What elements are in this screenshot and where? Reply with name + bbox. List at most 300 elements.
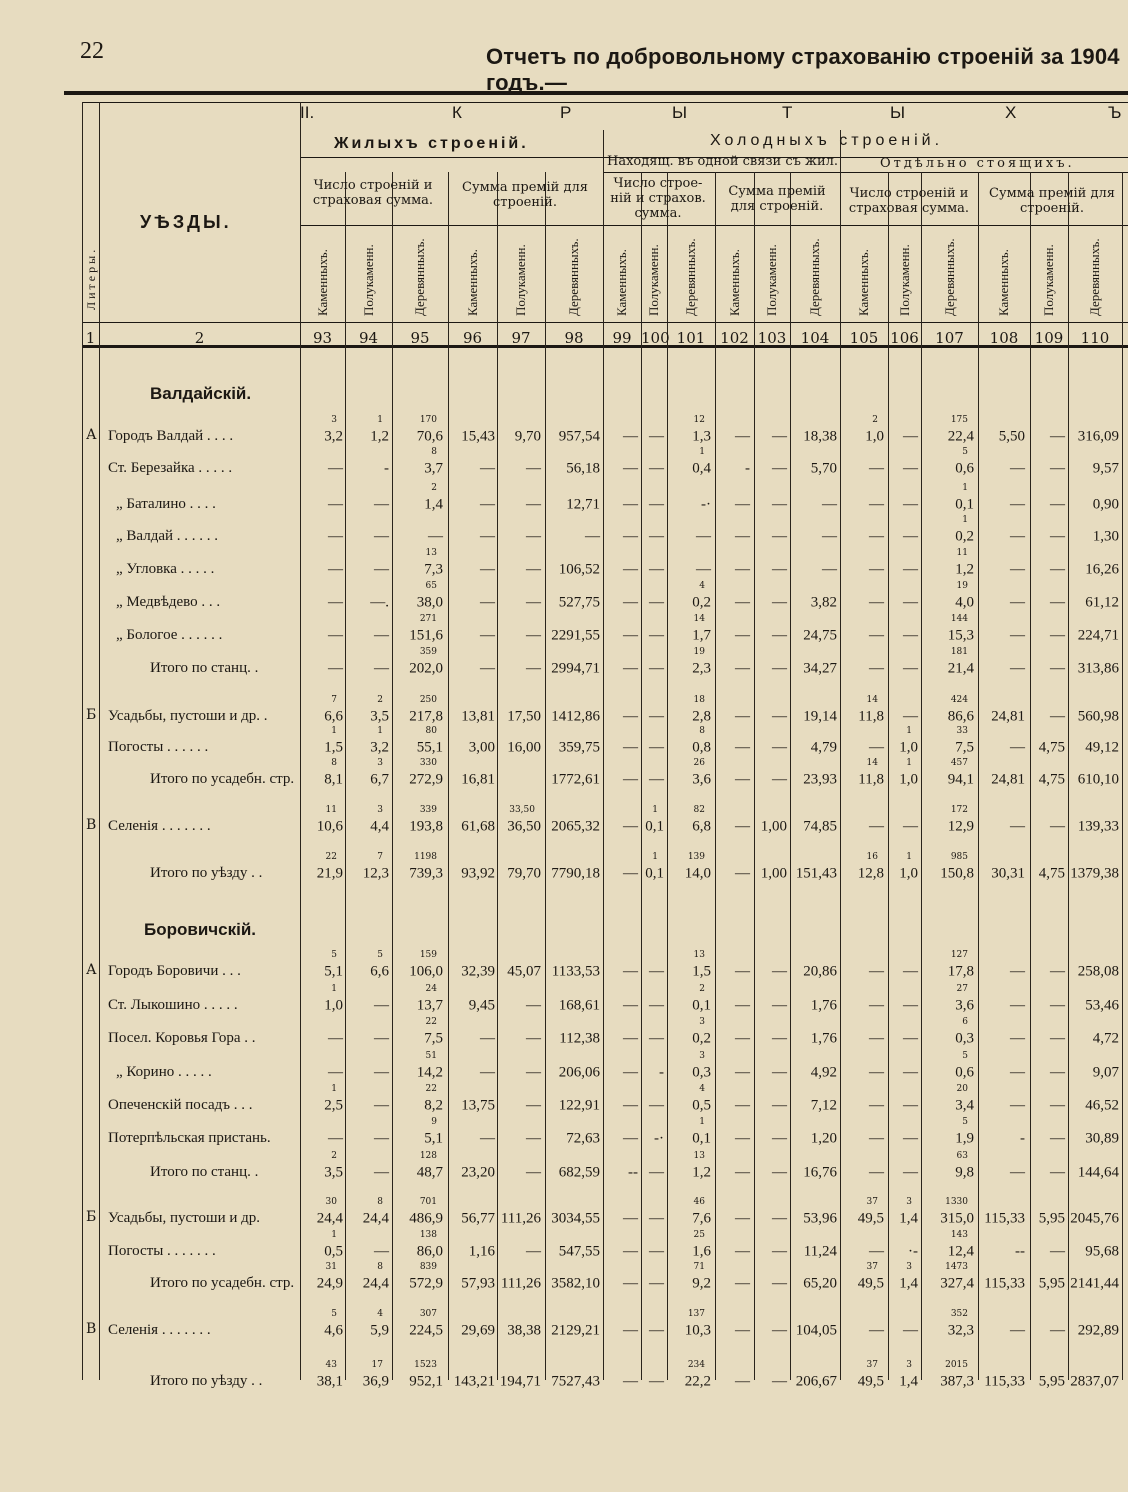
- column-number: 100: [641, 329, 670, 347]
- cell-value: —: [1010, 1097, 1025, 1114]
- cell-value: 2045,76: [1070, 1210, 1119, 1227]
- cell-value: 0,5: [692, 1097, 711, 1114]
- cell-count: 5: [331, 1309, 337, 1319]
- header-uezdy: УѢЗДЫ.: [140, 212, 232, 232]
- cell-count: 37: [866, 1360, 878, 1370]
- cell-value: 3,00: [468, 739, 495, 756]
- cell-value: 1,4: [899, 1373, 918, 1390]
- cell-value: —: [480, 627, 495, 644]
- cell-value: —: [623, 739, 638, 756]
- cell-value: 72,63: [566, 1130, 600, 1147]
- cell-value: —: [772, 496, 787, 513]
- cell-count: 33,50: [509, 805, 535, 815]
- cell-value: 194,71: [499, 1373, 541, 1390]
- column-number: 102: [720, 329, 749, 347]
- cell-value: —: [869, 528, 884, 545]
- cell-count: 22: [325, 852, 337, 862]
- column-heading-derev: Деревянныхъ.: [807, 238, 822, 316]
- cell-count: 5: [377, 950, 383, 960]
- cell-value: —: [735, 1130, 750, 1147]
- cell-value: —: [374, 496, 389, 513]
- cell-value: 30,89: [1085, 1130, 1119, 1147]
- cell-value: 547,55: [558, 1243, 600, 1260]
- cell-value: —: [1050, 561, 1065, 578]
- cell-value: 49,5: [857, 1275, 884, 1292]
- cell-value: —: [772, 1130, 787, 1147]
- cell-value: —: [869, 818, 884, 835]
- cell-value: 2291,55: [551, 627, 600, 644]
- cell-value: 327,4: [940, 1275, 974, 1292]
- cell-value: —: [649, 561, 664, 578]
- cell-value: 74,85: [803, 818, 837, 835]
- column-heading-derev: Деревянныхъ.: [683, 238, 698, 316]
- row-label: Усадьбы, пустоши и др.: [108, 1210, 261, 1226]
- cell-value: 70,6: [416, 428, 443, 445]
- cell-count: 2: [331, 1151, 337, 1161]
- cell-value: 1772,61: [551, 771, 600, 788]
- cell-value: —: [735, 1030, 750, 1047]
- cell-value: —: [623, 594, 638, 611]
- cell-value: 111,26: [500, 1210, 541, 1227]
- cell-value: —: [649, 1275, 664, 1292]
- cell-value: —: [649, 708, 664, 725]
- cell-count: 3: [377, 805, 383, 815]
- cell-value: 272,9: [409, 771, 443, 788]
- cell-value: 7527,43: [551, 1373, 600, 1390]
- cell-value: 12,8: [857, 865, 884, 882]
- cell-value: 79,70: [507, 865, 541, 882]
- col-divider: [448, 172, 449, 1380]
- cell-value: 45,07: [507, 963, 541, 980]
- cell-value: —: [480, 460, 495, 477]
- cell-value: —: [1010, 739, 1025, 756]
- cell-count: 1: [906, 852, 912, 862]
- cell-value: 6,6: [324, 708, 343, 725]
- cell-value: 3,6: [955, 997, 974, 1014]
- cell-value: 1,4: [899, 1210, 918, 1227]
- cell-value: —: [623, 1322, 638, 1339]
- cell-value: 15,3: [947, 627, 974, 644]
- colno-rule: [82, 322, 1128, 323]
- thin-rule-1: [82, 102, 1128, 103]
- cell-value: 1,4: [424, 496, 443, 513]
- cell-count: 8: [331, 758, 337, 768]
- cell-value: 10,6: [316, 818, 343, 835]
- cell-value: 4,75: [1038, 739, 1065, 756]
- header-summa-1: Сумма премій для строеній.: [462, 180, 588, 210]
- cell-value: 1,0: [865, 428, 884, 445]
- cell-value: —: [649, 963, 664, 980]
- cell-value: —: [328, 1130, 343, 1147]
- cell-value: —: [1010, 496, 1025, 513]
- cell-value: 24,81: [991, 771, 1025, 788]
- cell-value: —: [772, 1097, 787, 1114]
- cell-value: 32,39: [461, 963, 495, 980]
- cell-count: 24: [425, 984, 437, 994]
- row-litera: А: [86, 427, 97, 443]
- cell-value: 957,54: [558, 428, 600, 445]
- cell-value: 217,8: [409, 708, 443, 725]
- cell-value: —: [649, 528, 664, 545]
- cell-count: 339: [419, 805, 437, 815]
- cell-count: 9: [431, 1117, 437, 1127]
- cell-value: —: [735, 865, 750, 882]
- cell-count: 1: [962, 515, 968, 525]
- cell-count: 14: [866, 758, 878, 768]
- header-zhilykh: Жилыхъ строеній.: [334, 135, 529, 152]
- col-divider: [978, 172, 979, 1380]
- cell-value: 682,59: [558, 1164, 600, 1181]
- column-heading-polukamen: Полукаменн.: [896, 244, 912, 316]
- cell-value: 16,00: [507, 739, 541, 756]
- cell-value: -: [1020, 1130, 1025, 1147]
- row-litera: Б: [86, 1209, 97, 1225]
- cell-value: —: [1050, 818, 1065, 835]
- column-number: 110: [1080, 329, 1110, 347]
- cell-value: —: [869, 1030, 884, 1047]
- cell-value: 2,5: [324, 1097, 343, 1114]
- cell-value: 143,21: [453, 1373, 495, 1390]
- cell-value: 95,68: [1085, 1243, 1119, 1260]
- cell-count: 234: [687, 1360, 705, 1370]
- cell-value: 7,3: [424, 561, 443, 578]
- cell-value: —: [735, 963, 750, 980]
- cell-count: 5: [331, 950, 337, 960]
- header-kholodnykh: Холодныхъ строеній.: [710, 132, 944, 149]
- cell-value: 53,96: [803, 1210, 837, 1227]
- cell-value: 206,67: [795, 1373, 837, 1390]
- cell-value: 14,2: [416, 1064, 443, 1081]
- cell-value: —: [649, 1210, 664, 1227]
- cell-value: —: [903, 818, 918, 835]
- cell-count: 5: [962, 1051, 968, 1061]
- cell-value: 7,6: [692, 1210, 711, 1227]
- cell-count: 5: [962, 447, 968, 457]
- cell-value: 93,92: [461, 865, 495, 882]
- cell-value: 193,8: [409, 818, 443, 835]
- cell-value: —: [1050, 997, 1065, 1014]
- cell-count: 128: [419, 1151, 437, 1161]
- cell-value: —: [328, 1030, 343, 1047]
- cell-value: 258,08: [1077, 963, 1119, 980]
- cell-value: 5,95: [1038, 1373, 1065, 1390]
- cell-value: —: [526, 460, 541, 477]
- cell-count: 4: [377, 1309, 383, 1319]
- cell-value: 560,98: [1077, 708, 1119, 725]
- cell-value: —: [649, 1322, 664, 1339]
- cell-value: 1,0: [899, 865, 918, 882]
- cell-count: 1: [652, 805, 658, 815]
- cell-count: 13: [693, 950, 705, 960]
- cell-value: 0,1: [645, 865, 664, 882]
- cell-value: 224,71: [1077, 627, 1119, 644]
- cell-value: 111,26: [500, 1275, 541, 1292]
- cell-value: —: [1050, 1243, 1065, 1260]
- cell-value: —: [869, 660, 884, 677]
- cell-value: —: [480, 496, 495, 513]
- column-heading-kamen: Каменныхъ.: [614, 249, 629, 316]
- cell-value: —: [623, 1130, 638, 1147]
- cell-value: 38,0: [416, 594, 443, 611]
- cell-count: 424: [950, 695, 968, 705]
- row-label: Погосты . . . . . .: [108, 739, 209, 755]
- cell-count: 2: [699, 984, 705, 994]
- cell-value: —: [623, 1210, 638, 1227]
- cell-count: 8: [377, 1262, 383, 1272]
- column-number: 109: [1034, 329, 1064, 347]
- cell-value: --: [628, 1164, 638, 1181]
- cell-value: 10,3: [684, 1322, 711, 1339]
- cell-value: —: [623, 660, 638, 677]
- cell-value: 610,10: [1077, 771, 1119, 788]
- row-label: „ Корино . . . . .: [116, 1064, 212, 1080]
- column-number: 98: [564, 329, 584, 347]
- cell-count: 352: [950, 1309, 968, 1319]
- cell-value: —: [869, 1064, 884, 1081]
- cell-value: 1412,86: [551, 708, 600, 725]
- cell-value: 12,71: [566, 496, 600, 513]
- header-letter: Ы: [672, 103, 688, 122]
- cell-count: 1: [652, 852, 658, 862]
- cell-value: 17,50: [507, 708, 541, 725]
- cell-value: —: [526, 1243, 541, 1260]
- cell-value: 0,1: [692, 997, 711, 1014]
- column-heading-kamen: Каменныхъ.: [856, 249, 871, 316]
- cell-value: 106,52: [558, 561, 600, 578]
- cell-value: 9,70: [514, 428, 541, 445]
- row-litera: А: [86, 962, 97, 978]
- row-label: Селенія . . . . . . .: [108, 1322, 211, 1338]
- cell-value: 5,50: [998, 428, 1025, 445]
- cell-value: ·-: [908, 1243, 918, 1260]
- cell-value: 24,9: [316, 1275, 343, 1292]
- cell-count: 307: [419, 1309, 437, 1319]
- cell-value: 57,93: [461, 1275, 495, 1292]
- cell-value: —: [903, 1164, 918, 1181]
- cell-value: —: [903, 627, 918, 644]
- column-heading-derev: Деревянныхъ.: [1087, 238, 1102, 316]
- column-heading-polukamen: Полукаменн.: [513, 244, 528, 316]
- cell-value: 486,9: [409, 1210, 443, 1227]
- cell-value: 5,1: [324, 963, 343, 980]
- header-chislo-2: Число строе- ній и страхов. сумма.: [610, 176, 706, 221]
- cell-value: —: [374, 627, 389, 644]
- cell-value: —: [903, 1064, 918, 1081]
- cell-value: —: [374, 1097, 389, 1114]
- cell-value: 4,72: [1092, 1030, 1119, 1047]
- header-letter: Х: [1005, 103, 1017, 122]
- cell-value: 21,9: [316, 865, 343, 882]
- col-divider: [641, 172, 642, 1380]
- cell-value: 12,3: [362, 865, 389, 882]
- cell-value: 4,75: [1038, 771, 1065, 788]
- kholod-rule: [603, 172, 1128, 173]
- cell-value: 38,38: [507, 1322, 541, 1339]
- cell-value: —: [1010, 528, 1025, 545]
- header-summa-3: Сумма премій для строеній.: [989, 186, 1115, 216]
- cell-value: —: [735, 428, 750, 445]
- cell-value: —: [1050, 627, 1065, 644]
- cell-value: —: [903, 997, 918, 1014]
- cell-value: —: [623, 528, 638, 545]
- cell-value: 94,1: [947, 771, 974, 788]
- col-divider: [392, 172, 393, 1380]
- cell-count: 1: [377, 415, 383, 425]
- cell-value: —: [526, 594, 541, 611]
- cell-value: —: [1010, 460, 1025, 477]
- column-heading-polukamen: Полукаменн.: [764, 244, 779, 316]
- cell-value: —: [772, 771, 787, 788]
- header-ii: II.: [300, 103, 315, 122]
- cell-count: 19: [693, 647, 705, 657]
- cell-value: 22,2: [684, 1373, 711, 1390]
- cell-value: 9,2: [692, 1275, 711, 1292]
- cell-value: —: [1050, 594, 1065, 611]
- cell-value: —: [735, 594, 750, 611]
- header-summa-2: Сумма премій для строеній.: [728, 184, 826, 214]
- cell-value: 1,0: [899, 771, 918, 788]
- cell-value: —: [1010, 660, 1025, 677]
- cell-value: 1133,53: [551, 963, 600, 980]
- cell-value: 315,0: [940, 1210, 974, 1227]
- cell-value: 1,9: [955, 1130, 974, 1147]
- row-label: Селенія . . . . . . .: [108, 818, 211, 834]
- cell-value: 0,3: [692, 1064, 711, 1081]
- cell-count: 8: [699, 726, 705, 736]
- cell-value: —: [735, 1210, 750, 1227]
- cell-value: 12,9: [947, 818, 974, 835]
- cell-value: 3,4: [955, 1097, 974, 1114]
- cell-count: 359: [419, 647, 437, 657]
- section-title-valday: Валдайскій.: [150, 384, 252, 403]
- cell-value: —: [869, 594, 884, 611]
- cell-value: —: [649, 660, 664, 677]
- cell-value: 9,57: [1092, 460, 1119, 477]
- cell-value: —: [623, 708, 638, 725]
- cell-value: —: [480, 1064, 495, 1081]
- col-divider: [1068, 172, 1069, 1380]
- cell-value: —: [623, 865, 638, 882]
- cell-value: —: [374, 1130, 389, 1147]
- cell-value: 5,70: [810, 460, 837, 477]
- header-chislo-1: Число строеній и страховая сумма.: [312, 178, 434, 208]
- cell-value: —: [903, 460, 918, 477]
- cell-value: —: [869, 739, 884, 756]
- cell-value: —: [822, 561, 837, 578]
- cell-value: 1,76: [810, 997, 837, 1014]
- cell-value: —: [374, 561, 389, 578]
- cell-count: 1330: [945, 1197, 968, 1207]
- cell-value: —: [328, 1064, 343, 1081]
- cell-value: —: [1010, 1064, 1025, 1081]
- cell-value: —: [328, 496, 343, 513]
- cell-value: —: [623, 1373, 638, 1390]
- cell-value: —: [772, 627, 787, 644]
- cell-count: 139: [687, 852, 705, 862]
- cell-value: —: [869, 963, 884, 980]
- cell-value: —: [735, 1064, 750, 1081]
- column-number: 1: [85, 329, 96, 347]
- cell-value: —: [822, 528, 837, 545]
- cell-count: 82: [693, 805, 705, 815]
- cell-value: 224,5: [409, 1322, 443, 1339]
- cell-count: 4: [699, 1084, 705, 1094]
- cell-count: 1: [962, 483, 968, 493]
- cell-count: 6: [962, 1017, 968, 1027]
- cell-value: —: [772, 1275, 787, 1292]
- cell-value: 115,33: [984, 1373, 1025, 1390]
- column-heading-kamen: Каменныхъ.: [314, 249, 330, 316]
- cell-value: —: [1010, 818, 1025, 835]
- cell-value: 6,8: [692, 818, 711, 835]
- cell-value: 0,3: [955, 1030, 974, 1047]
- cell-count: 11: [956, 548, 968, 558]
- cell-value: —: [772, 1322, 787, 1339]
- cell-value: 1,4: [899, 1275, 918, 1292]
- cell-value: —: [480, 1030, 495, 1047]
- cell-value: 5,1: [424, 1130, 443, 1147]
- cell-value: —: [735, 1243, 750, 1260]
- cell-count: 839: [419, 1262, 437, 1272]
- cell-value: 11,8: [858, 708, 884, 725]
- cell-value: 14,0: [684, 865, 711, 882]
- cell-value: 0,2: [692, 1030, 711, 1047]
- cell-value: —: [869, 627, 884, 644]
- cell-value: —: [735, 739, 750, 756]
- cell-value: 24,4: [362, 1275, 389, 1292]
- cell-value: —: [1050, 1130, 1065, 1147]
- cell-value: —: [772, 1064, 787, 1081]
- cell-value: —: [480, 561, 495, 578]
- cell-count: 19: [956, 581, 968, 591]
- cell-count: 330: [419, 758, 437, 768]
- column-number: 104: [800, 329, 830, 347]
- cell-count: 3: [906, 1262, 912, 1272]
- row-label: Погосты . . . . . . .: [108, 1243, 216, 1259]
- cell-value: 21,4: [947, 660, 974, 677]
- cell-value: 9,8: [955, 1164, 974, 1181]
- cell-value: —: [735, 660, 750, 677]
- cell-value: —: [735, 1164, 750, 1181]
- cell-value: —: [903, 708, 918, 725]
- cell-count: 37: [866, 1197, 878, 1207]
- cell-count: 37: [866, 1262, 878, 1272]
- cell-value: —: [735, 528, 750, 545]
- row-label: „ Бологое . . . . . .: [116, 627, 223, 643]
- cell-value: —: [623, 771, 638, 788]
- cell-value: —: [1010, 1164, 1025, 1181]
- col-divider: [1030, 172, 1031, 1380]
- cell-value: —: [869, 1097, 884, 1114]
- cell-count: 159: [419, 950, 437, 960]
- cell-value: 23,20: [461, 1164, 495, 1181]
- cell-value: 13,7: [416, 997, 443, 1014]
- cell-value: —: [480, 1130, 495, 1147]
- cell-value: 4,6: [324, 1322, 343, 1339]
- cell-value: —: [623, 1243, 638, 1260]
- cell-value: —: [649, 627, 664, 644]
- cell-value: —: [696, 561, 711, 578]
- cell-value: 56,18: [566, 460, 600, 477]
- cell-value: —: [869, 1130, 884, 1147]
- cell-value: 49,12: [1085, 739, 1119, 756]
- cell-value: —: [735, 496, 750, 513]
- cell-value: 29,69: [461, 1322, 495, 1339]
- cell-value: 122,91: [558, 1097, 600, 1114]
- cell-count: 127: [950, 950, 968, 960]
- cell-value: —: [526, 627, 541, 644]
- header-otdelno: Отдѣльно стоящихъ.: [880, 156, 1075, 171]
